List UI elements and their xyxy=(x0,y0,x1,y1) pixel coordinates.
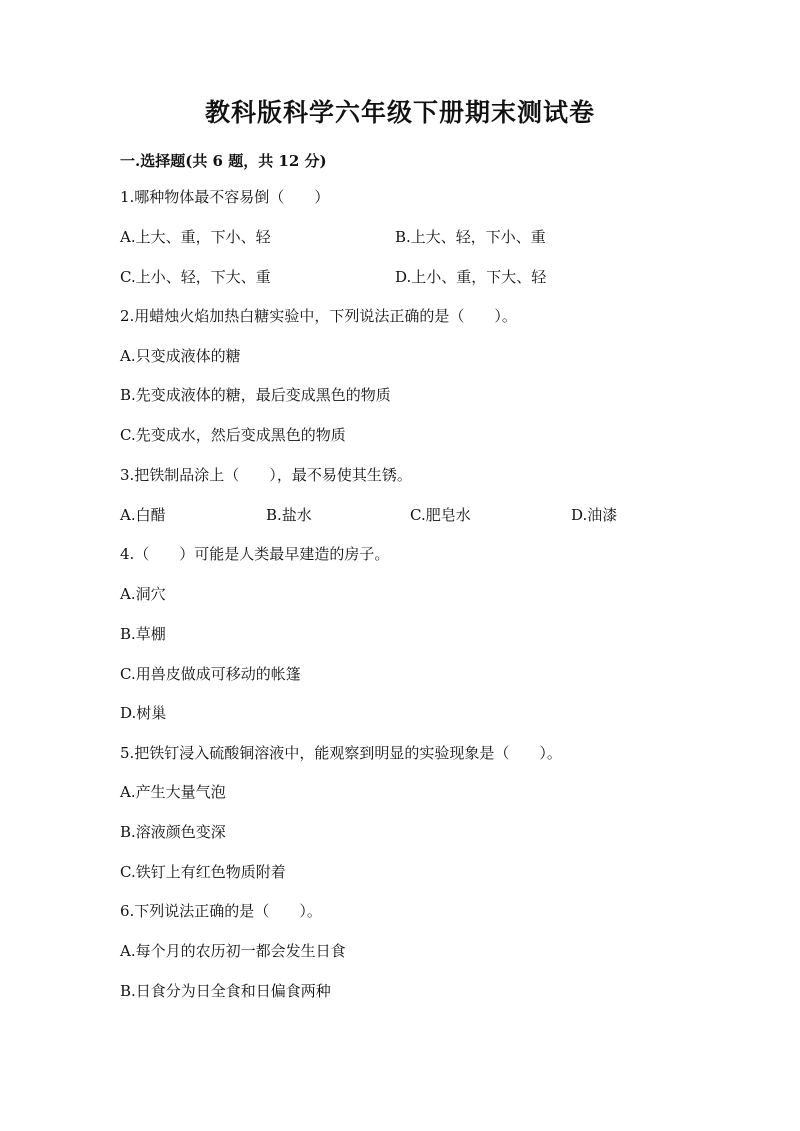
option: B.草棚 xyxy=(120,625,166,643)
option: C.上小、轻，下大、重 xyxy=(120,268,271,286)
option: A.洞穴 xyxy=(120,585,166,603)
question-stem: 5.把铁钉浸入硫酸铜溶液中，能观察到明显的实验现象是（ ）。 xyxy=(120,744,562,762)
option: A.产生大量气泡 xyxy=(120,783,226,801)
question-stem: 4.（ ）可能是人类最早建造的房子。 xyxy=(120,545,390,563)
option: A.上大、重，下小、轻 xyxy=(120,228,271,246)
option: B.盐水 xyxy=(266,506,312,524)
option: D.上小、重，下大、轻 xyxy=(395,268,547,286)
section-heading: 一.选择题(共 6 题，共 12 分) xyxy=(120,152,327,170)
option: D.树巢 xyxy=(120,704,167,722)
page-title: 教科版科学六年级下册期末测试卷 xyxy=(204,98,595,127)
question-stem: 1.哪种物体最不容易倒（ ） xyxy=(120,188,330,206)
question-stem: 3.把铁制品涂上（ ），最不易使其生锈。 xyxy=(120,466,412,484)
option: B.上大、轻，下小、重 xyxy=(395,228,546,246)
option: B.溶液颜色变深 xyxy=(120,823,226,841)
option: C.铁钉上有红色物质附着 xyxy=(120,863,286,881)
question-stem: 6.下列说法正确的是（ ）。 xyxy=(120,902,322,920)
option: A.白醋 xyxy=(120,506,166,524)
question-stem: 2.用蜡烛火焰加热白糖实验中，下列说法正确的是（ ）。 xyxy=(120,307,517,325)
option: C.肥皂水 xyxy=(410,506,471,524)
option: D.油漆 xyxy=(571,506,618,524)
option: B.日食分为日全食和日偏食两种 xyxy=(120,982,331,1000)
option: B.先变成液体的糖，最后变成黑色的物质 xyxy=(120,386,391,404)
option: A.只变成液体的糖 xyxy=(120,347,241,365)
option: C.先变成水，然后变成黑色的物质 xyxy=(120,426,346,444)
option: C.用兽皮做成可移动的帐篷 xyxy=(120,665,301,683)
option: A.每个月的农历初一都会发生日食 xyxy=(120,942,346,960)
